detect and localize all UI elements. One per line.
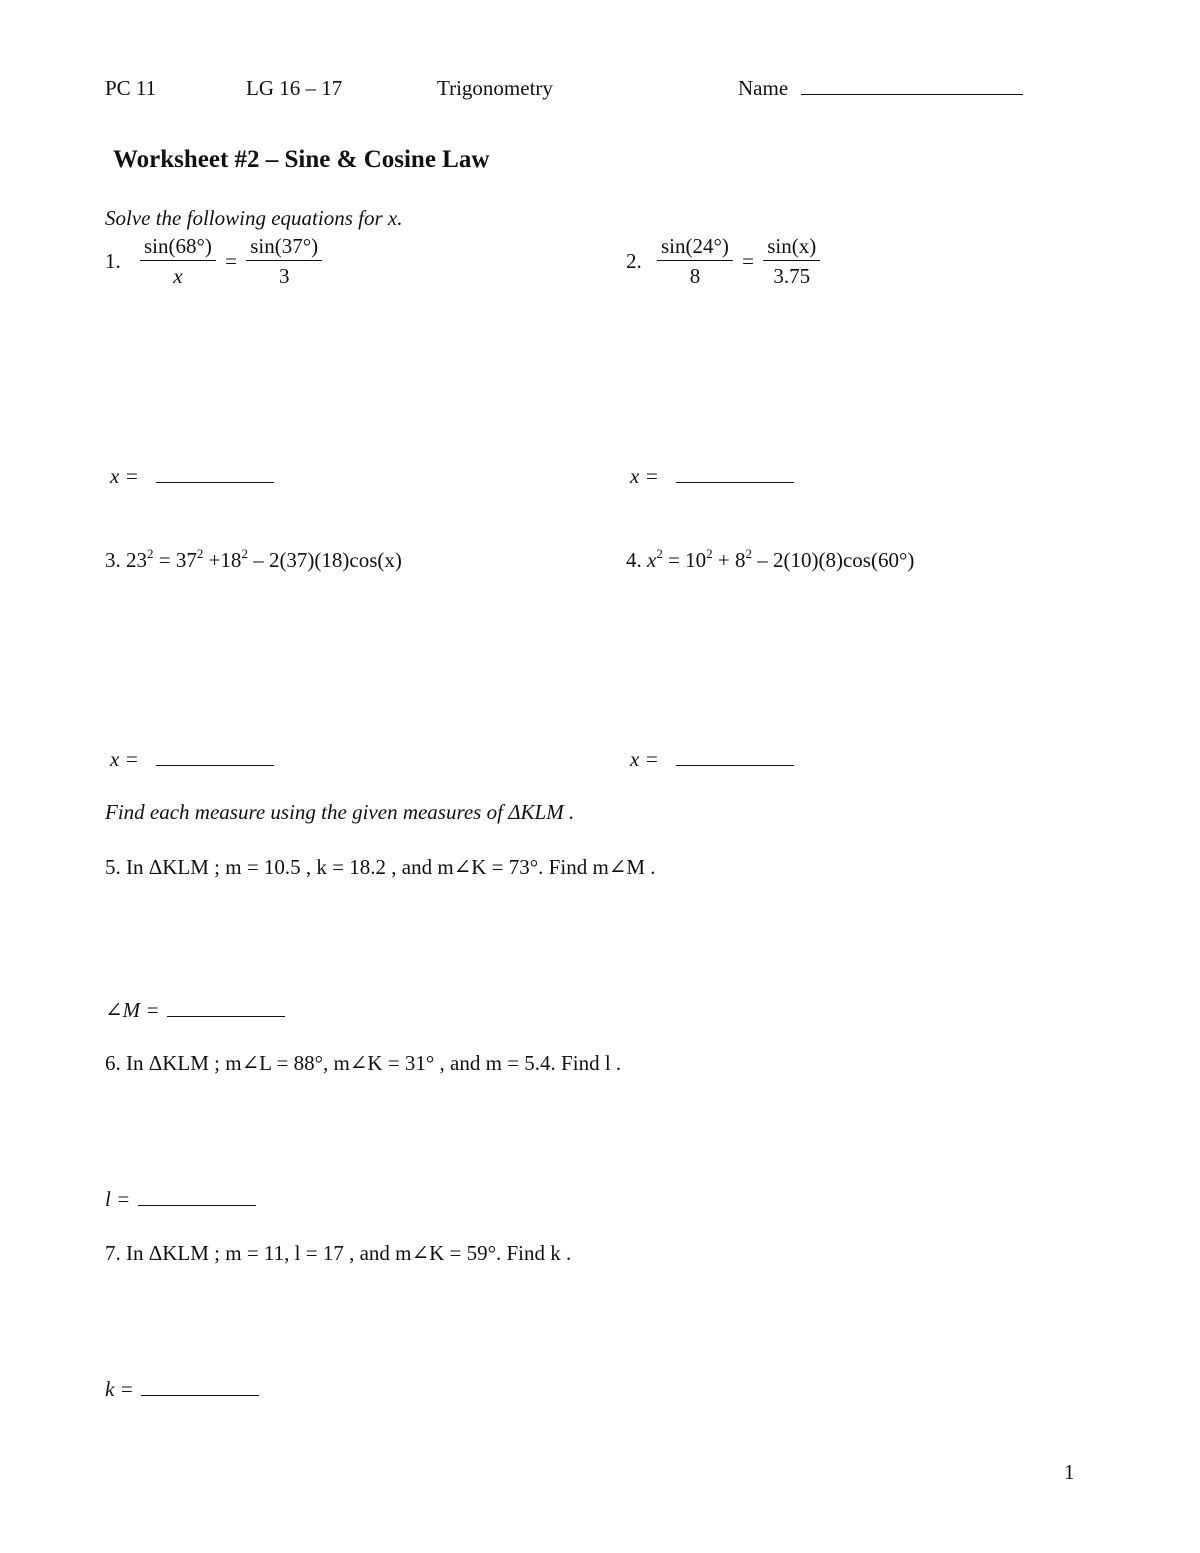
answer-6-blank[interactable] (138, 1204, 256, 1206)
term: – 2(10)(8)cos(60°) (752, 548, 915, 572)
problem-4-equation (647, 548, 914, 572)
term: – 2(37)(18)cos(x) (247, 548, 402, 572)
term: 23 (126, 548, 147, 572)
problem-6: 6. In ΔKLM ; m∠L = 88°, m∠K = 31° , and m = 5.4. Find l . (105, 1051, 622, 1075)
answer-1-label: x = (110, 464, 139, 488)
fraction-denominator: 8 (689, 264, 701, 289)
equals-sign: = (742, 249, 754, 274)
answer-4[interactable] (630, 749, 794, 770)
variable: x (647, 548, 657, 572)
section2-instruction: Find each measure using the given measures of ΔKLM . (105, 800, 575, 824)
fraction-denominator: 3 (278, 264, 290, 289)
fraction-denominator: 3.75 (773, 264, 811, 289)
fraction-numerator: sin(37°) (246, 235, 322, 261)
answer-3[interactable] (110, 749, 274, 770)
exponent: 2 (656, 546, 663, 561)
answer-1-blank[interactable] (156, 481, 274, 483)
problem-3-number: 3. (105, 548, 121, 572)
exponent: 2 (196, 546, 204, 561)
worksheet-title: Worksheet #2 – Sine & Cosine Law (113, 146, 490, 173)
exponent: 2 (147, 546, 154, 561)
problem-1-right-fraction (246, 235, 322, 288)
problem-4-number: 4. (626, 548, 642, 572)
problem-4 (626, 546, 915, 572)
exponent: 2 (706, 546, 713, 561)
term: +18 (203, 548, 242, 572)
answer-1[interactable] (110, 466, 274, 487)
exponent: 2 (241, 546, 248, 561)
answer-7[interactable] (105, 1379, 259, 1400)
learning-guide-label: LG 16 – 17 (246, 76, 343, 100)
term: = 37 (153, 548, 197, 572)
fraction-numerator: sin(x) (763, 235, 820, 261)
section1-instruction: Solve the following equations for x. (105, 206, 403, 230)
answer-4-blank[interactable] (676, 764, 794, 766)
answer-5[interactable] (105, 1000, 285, 1021)
fraction-numerator: sin(68°) (140, 235, 216, 261)
page-number: 1 (1064, 1460, 1075, 1484)
problem-3-equation (126, 548, 402, 572)
problem-1-number: 1. (105, 249, 121, 274)
problem-5: 5. In ΔKLM ; m = 10.5 , k = 18.2 , and m∠K = 73°. Find m∠M . (105, 855, 656, 879)
answer-6[interactable] (105, 1189, 256, 1210)
answer-5-label: ∠M = (105, 998, 160, 1022)
fraction-denominator: x (173, 264, 183, 289)
answer-2-blank[interactable] (676, 481, 794, 483)
term: = 10 (662, 548, 707, 572)
answer-7-label: k = (105, 1377, 134, 1401)
name-blank[interactable] (801, 93, 1023, 95)
exponent: 2 (745, 546, 753, 561)
problem-3 (105, 546, 402, 572)
course-label: PC 11 (105, 76, 157, 100)
answer-2-label: x = (630, 464, 659, 488)
problem-2-left-fraction (657, 235, 733, 288)
answer-5-blank[interactable] (167, 1015, 285, 1017)
answer-3-label: x = (110, 747, 139, 771)
answer-2[interactable] (630, 466, 794, 487)
problem-2-number: 2. (626, 249, 642, 274)
problem-7: 7. In ΔKLM ; m = 11, l = 17 , and m∠K = 59°. Find k . (105, 1241, 572, 1265)
topic-label: Trigonometry (437, 76, 553, 100)
name-label: Name (738, 76, 789, 100)
name-field[interactable] (738, 78, 1023, 99)
term: + 8 (712, 548, 746, 572)
answer-3-blank[interactable] (156, 764, 274, 766)
answer-7-blank[interactable] (141, 1394, 259, 1396)
answer-4-label: x = (630, 747, 659, 771)
problem-2 (626, 235, 822, 288)
problem-2-right-fraction (763, 235, 820, 288)
answer-6-label: l = (105, 1187, 131, 1211)
problem-1-left-fraction (140, 235, 216, 288)
fraction-numerator: sin(24°) (657, 235, 733, 261)
problem-1 (105, 235, 324, 288)
equals-sign: = (225, 249, 237, 274)
